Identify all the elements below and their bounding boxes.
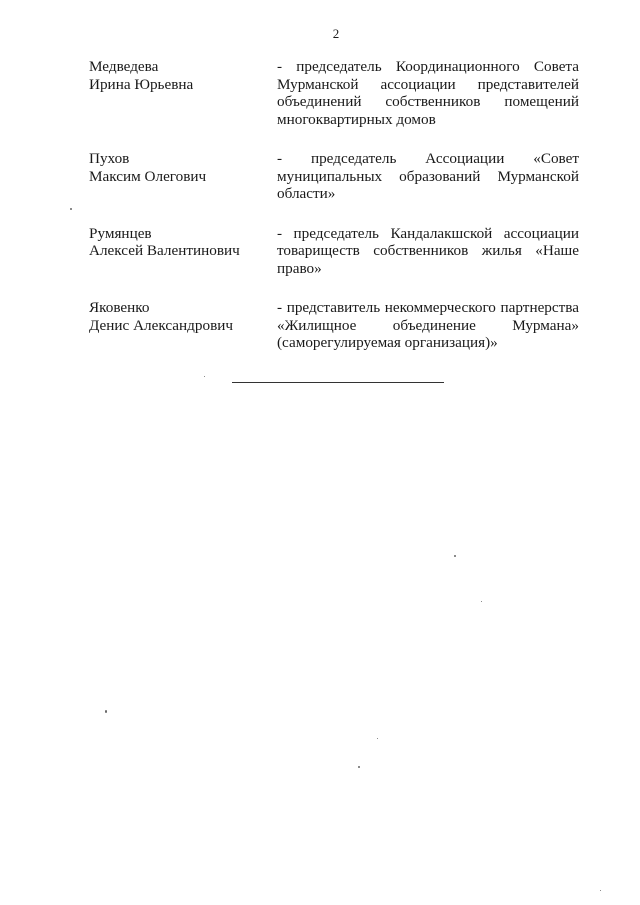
- person-name: [89, 225, 277, 278]
- scan-speck: [70, 208, 72, 210]
- scan-speck: [481, 601, 482, 602]
- person-given-names: Максим Олегович: [89, 167, 207, 185]
- person-role: - председатель Кандалакшской ассоциации товариществ собственников жилья «Наше право»: [277, 224, 579, 277]
- person-given-names: Ирина Юрьевна: [89, 75, 194, 93]
- person-name: [89, 58, 277, 128]
- members-list: [89, 58, 579, 374]
- scan-speck: [600, 890, 601, 891]
- person-name: [89, 299, 277, 352]
- scan-speck: [204, 376, 205, 377]
- list-item: [89, 150, 579, 203]
- scan-speck: [377, 738, 378, 739]
- scan-speck: [358, 766, 360, 768]
- scan-speck: [454, 555, 456, 557]
- person-given-names: Алексей Валентинович: [89, 242, 240, 259]
- person-surname: Румянцев: [89, 224, 152, 242]
- section-divider: [232, 382, 444, 383]
- scan-speck: [105, 710, 107, 713]
- person-surname: Медведева: [89, 58, 159, 75]
- person-role: - председатель Координационного Совета Мурманской ассоциации представителей объединений собственников помещений многоквартирных домов: [277, 58, 579, 128]
- person-name: [89, 150, 277, 203]
- person-given-names: Денис Александрович: [89, 316, 234, 334]
- list-item: [89, 58, 579, 128]
- person-surname: Яковенко: [89, 299, 150, 316]
- list-item: [89, 299, 579, 352]
- person-role: - представитель некоммерческого партнерства «Жилищное объединение Мурмана» (саморегулируемая организация)»: [277, 299, 579, 351]
- person-surname: Пухов: [89, 150, 130, 167]
- page-number: 2: [332, 26, 340, 41]
- list-item: [89, 225, 579, 278]
- person-role: - председатель Ассоциации «Совет муниципальных образований Мурманской области»: [277, 150, 579, 202]
